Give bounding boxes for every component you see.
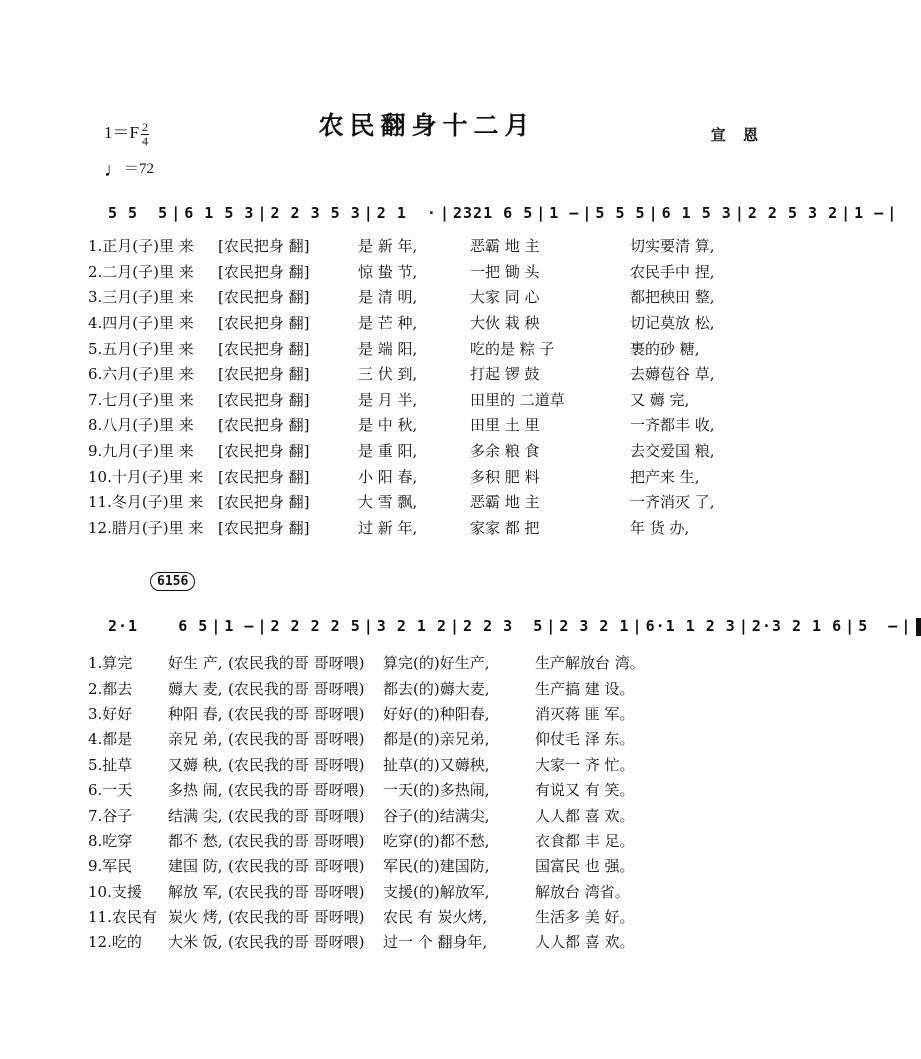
- author: 宣 恩: [710, 126, 764, 144]
- verse-line: 9.军民 建国 防, (农民我的哥 哥呀喂) 军民(的)建国防, 国富民 也 强。: [88, 857, 635, 876]
- measure: 1 —: [549, 204, 580, 222]
- measure: 5 5 5: [108, 204, 169, 222]
- verse-line: 6.六月(子)里 来 [农民把身 翻] 三 伏 到, 打起 锣 鼓 去薅苞谷 草,: [88, 365, 715, 384]
- measure: 1 —: [224, 617, 255, 635]
- measure: 1 —: [854, 204, 885, 222]
- measure: 3 2 1 2: [376, 617, 447, 635]
- tempo-value: ＝72: [124, 161, 155, 177]
- verse-line: 8.吃穿 都不 愁, (农民我的哥 哥呀喂) 吃穿(的)都不愁, 衣食都 丰 足。: [88, 831, 635, 850]
- measure: 2 2 2 2 5: [270, 617, 361, 635]
- verse-line: 5.扯草 又薅 秧, (农民我的哥 哥呀喂) 扯草(的)又薅秧, 大家一 齐 忙。: [88, 755, 635, 774]
- verse-line: 5.五月(子)里 来 [农民把身 翻] 是 端 阳, 吃的是 粽 子 裹的砂 糖,: [88, 339, 700, 358]
- verse-line: 2.二月(子)里 来 [农民把身 翻] 惊 蛰 节, 一把 锄 头 农民手中 捏,: [88, 262, 715, 281]
- verse-line: 3.好好 种阳 春, (农民我的哥 哥呀喂) 好好(的)种阳春, 消灭蒋 匪 军。: [88, 704, 635, 723]
- verse-line: 12.腊月(子)里 来 [农民把身 翻] 过 新 年, 家家 都 把 年 货 办,: [88, 518, 690, 537]
- verse-line: 10.支援 解放 军, (农民我的哥 哥呀喂) 支援(的)解放军, 解放台 湾省。: [88, 882, 630, 901]
- verse-line: 8.八月(子)里 来 [农民把身 翻] 是 中 秋, 田里 土 里 一齐都丰 收,: [88, 416, 715, 435]
- measure: 2 2 5 3 2: [747, 204, 839, 222]
- measure: 2 2 3 5 3: [270, 204, 361, 222]
- verse-line: 10.十月(子)里 来 [农民把身 翻] 小 阳 春, 多积 肥 料 把产来 生,: [88, 467, 700, 486]
- notation-line-1: 5 5 5 | 6 1 5 3 | 2 2 3 5 3 | 2 1 · | 2321 6 5 | 1 — | 5 5 5 | 6 1 5 3 | 2 2 5 3 2 | 1 — |: [108, 204, 898, 222]
- verse-line: 3.三月(子)里 来 [农民把身 翻] 是 清 明, 大家 同 心 都把秧田 整,: [88, 288, 715, 307]
- measure: 2 3 2 1: [559, 617, 630, 635]
- verse-line: 4.都是 亲兄 弟, (农民我的哥 哥呀喂) 都是(的)亲兄弟, 仰仗毛 泽 东。: [88, 730, 635, 749]
- measure: 5 5 5: [595, 204, 646, 222]
- ornament-grace-notes: 6156: [150, 572, 195, 591]
- verses-block-2: [88, 650, 685, 955]
- measure: 5 —: [858, 617, 899, 635]
- verse-line: 11.农民有 炭火 烤, (农民我的哥 哥呀喂) 农民 有 炭火烤, 生活多 美 好。: [88, 908, 635, 927]
- measure: 2 2 3 5: [463, 617, 544, 635]
- verse-line: 11.冬月(子)里 来 [农民把身 翻] 大 雪 飘, 恶霸 地 主 一齐消灭 了,: [88, 493, 715, 512]
- verse-line: 9.九月(子)里 来 [农民把身 翻] 是 重 阳, 多余 粮 食 去交爱国 粮,: [88, 442, 715, 461]
- measure: 2 1 ·: [376, 204, 437, 222]
- tempo-marking: [104, 157, 154, 182]
- measure: 2·3 2 1 6: [751, 617, 843, 635]
- verse-line: 7.七月(子)里 来 [农民把身 翻] 是 月 半, 田里的 二道草 又 薅 完,: [88, 390, 690, 409]
- page-title: 农民翻身十二月: [318, 111, 536, 140]
- verse-line: 4.四月(子)里 来 [农民把身 翻] 是 芒 种, 大伙 栽 秧 切记莫放 松,: [88, 314, 715, 333]
- verse-line: 12.吃的 大米 饭, (农民我的哥 哥呀喂) 过一 个 翻身年, 人人都 喜 欢。: [88, 933, 635, 952]
- verse-line: 1.正月(子)里 来 [农民把身 翻] 是 新 年, 恶霸 地 主 切实要清 算,: [88, 237, 715, 256]
- time-denominator: 4: [141, 133, 148, 148]
- verse-line: 1.算完 好生 产, (农民我的哥 哥呀喂) 算完(的)好生产, 生产解放台 湾。: [88, 654, 645, 673]
- final-barline: [916, 618, 921, 636]
- verse-line: 2.都去 薅大 麦, (农民我的哥 哥呀喂) 都去(的)薅大麦, 生产搞 建 设。: [88, 679, 635, 698]
- measure: 2321 6 5: [453, 204, 534, 222]
- measure: 6 1 5 3: [661, 204, 732, 222]
- time-numerator: 2: [141, 119, 148, 134]
- verse-line: 7.谷子 结满 尖, (农民我的哥 哥呀喂) 谷子(的)结满尖, 人人都 喜 欢。: [88, 806, 635, 825]
- verses-block-1: [88, 233, 750, 540]
- measure: 6·1 1 2 3: [645, 617, 736, 635]
- verse-line: 6.一天 多热 闹, (农民我的哥 哥呀喂) 一天(的)多热闹, 有说又 有 笑。: [88, 781, 635, 800]
- key-label: 1＝F: [104, 123, 139, 142]
- measure: 2·1 6 5: [108, 617, 209, 635]
- measure: 6 1 5 3: [184, 204, 255, 222]
- notation-line-2: 2·1 6 5 | 1 — | 2 2 2 2 5 | 3 2 1 2 | 2 2 3 5 | 2 3 2 1 | 6·1 1 2 3 | 2·3 2 1 6 | 5 — |: [108, 617, 921, 636]
- quarter-note-icon: ♩: [104, 159, 124, 181]
